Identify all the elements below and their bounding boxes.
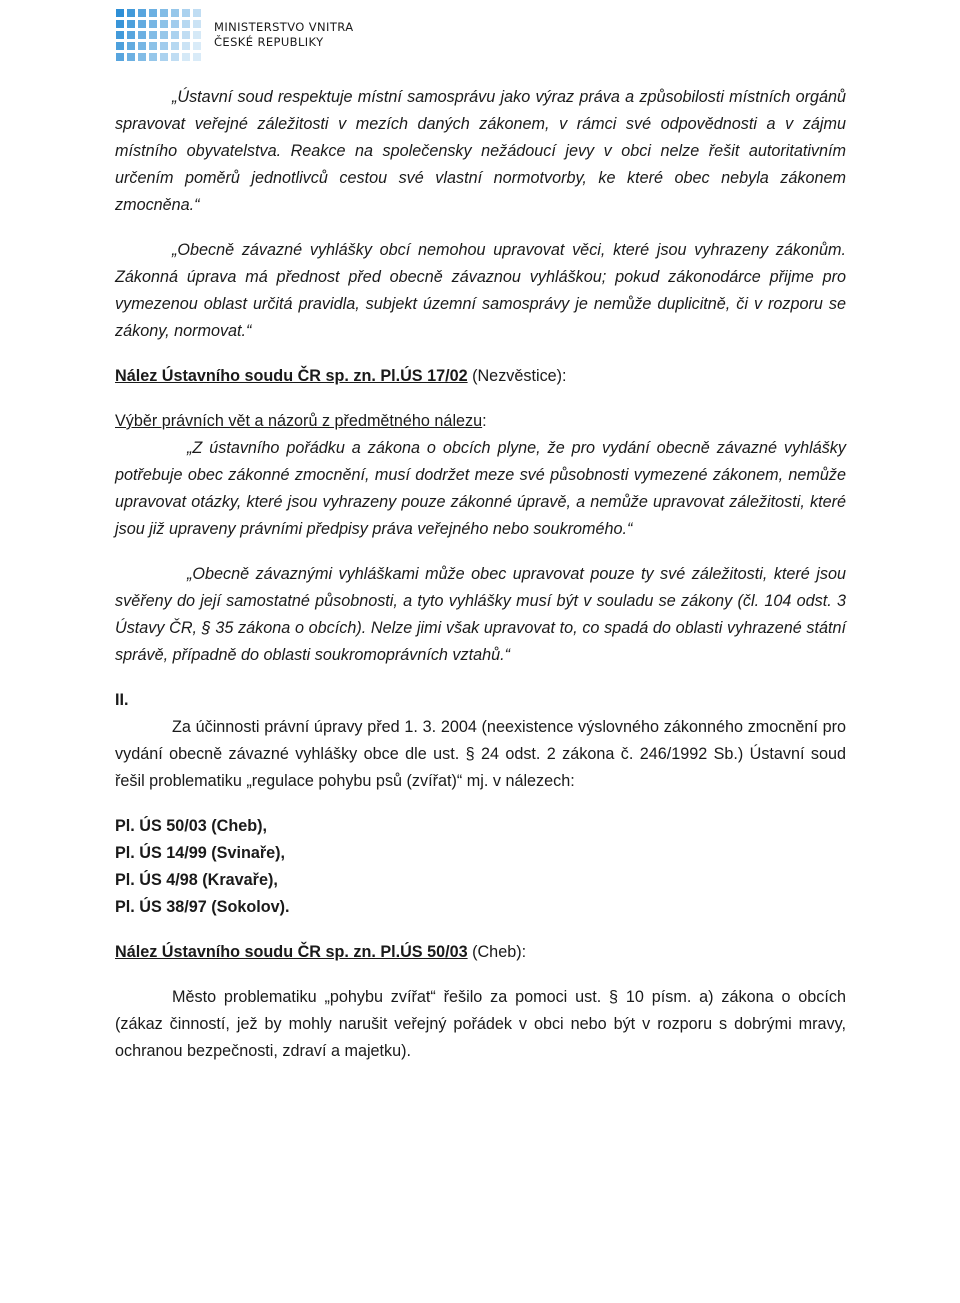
final-paragraph: Město problematiku „pohybu zvířat“ řešilo za pomoci ust. § 10 písm. a) zákona o obcích (zákaz činností, jež by mohly narušit veřejný pořádek v obci nebo být v rozporu s dobrými mravy, ochranou bezpečnosti, zdraví a majetku). bbox=[115, 988, 846, 1060]
finding-suffix-1: (Nezvěstice): bbox=[467, 367, 567, 385]
quote-paragraph-4: „Obecně závaznými vyhláškami může obec upravovat pouze ty své záležitosti, které jsou svěřeny do její samostatné působnosti, a tyto vyhlášky musí být v souladu se zákony (čl. 104 odst. 3 Ústavy ČR, § 35 zákona o obcích). Nelze jimi však upravovat to, co spadá do oblasti vyhrazené státní správě, případně do oblasti soukromoprávních vztahů.“ bbox=[115, 565, 846, 664]
finding-title-1: Nález Ústavního soudu ČR sp. zn. Pl.ÚS 17/02 bbox=[115, 367, 468, 385]
section-number: II. bbox=[115, 691, 129, 709]
finding-heading-2 bbox=[115, 939, 846, 966]
case-item: Pl. ÚS 4/98 (Kravaře), bbox=[115, 871, 278, 889]
section-paragraph: Za účinnosti právní úpravy před 1. 3. 2004 (neexistence výslovného zákonného zmocnění pro vydání obecně závazné vyhlášky obce dle ust. § 24 odst. 2 zákona č. 246/1992 Sb.) Ústavní soud řešil problematiku „regulace pohybu psů (zvířat)“ mj. v nálezech: bbox=[115, 718, 846, 790]
logo-text bbox=[214, 20, 353, 50]
quote-paragraph-1: „Ústavní soud respektuje místní samosprávu jako výraz práva a způsobilosti místních orgánů spravovat veřejné záležitosti v mezích daných zákonem, v rámci své odpovědnosti a v zájmu místního obyvatelstva. Reakce na společensky nežádoucí jevy v obci nelze řešit autoritativním určením poměrů jednotlivců cestou své vlastní normotvorby, ke které obec nebyla zákonem zmocněna.“ bbox=[115, 88, 846, 214]
logo-line-2: ČESKÉ REPUBLIKY bbox=[214, 35, 324, 49]
document-body bbox=[115, 84, 846, 1065]
case-item: Pl. ÚS 38/97 (Sokolov). bbox=[115, 898, 290, 916]
case-item: Pl. ÚS 50/03 (Cheb), bbox=[115, 817, 268, 835]
logo-dot-grid-icon bbox=[114, 6, 206, 66]
finding-heading-1 bbox=[115, 363, 846, 390]
quote-paragraph-3: „Z ústavního pořádku a zákona o obcích plyne, že pro vydání obecně závazné vyhlášky potřebuje obec zákonné zmocnění, musí dodržet meze své působnosti vymezené zákonem, nemůže upravovat otázky, které jsou vyhrazeny pouze zákonné úpravě, a nemůže upravovat záležitosti, které jsou již upraveny právními předpisy práva veřejného nebo soukromého.“ bbox=[115, 439, 846, 538]
selection-colon: : bbox=[482, 412, 487, 430]
case-item: Pl. ÚS 14/99 (Svinaře), bbox=[115, 844, 286, 862]
selection-label: Výběr právních vět a názorů z předmětného nálezu bbox=[115, 412, 483, 430]
finding-title-2: Nález Ústavního soudu ČR sp. zn. Pl.ÚS 50/03 bbox=[115, 943, 468, 961]
finding-suffix-2: (Cheb): bbox=[467, 943, 527, 961]
logo-line-1: MINISTERSTVO VNITRA bbox=[214, 20, 354, 34]
selection-heading bbox=[115, 408, 846, 435]
case-list bbox=[115, 813, 846, 921]
ministry-logo bbox=[114, 6, 354, 66]
quote-paragraph-2: „Obecně závazné vyhlášky obcí nemohou upravovat věci, které jsou vyhrazeny zákonům. Zákonná úprava má přednost před obecně závaznou vyhláškou; pokud zákonodárce přijme pro vymezenou oblast určitá pravidla, subjekt územní samosprávy je nemůže duplicitně, či v rozporu se zákony, normovat.“ bbox=[115, 241, 846, 340]
